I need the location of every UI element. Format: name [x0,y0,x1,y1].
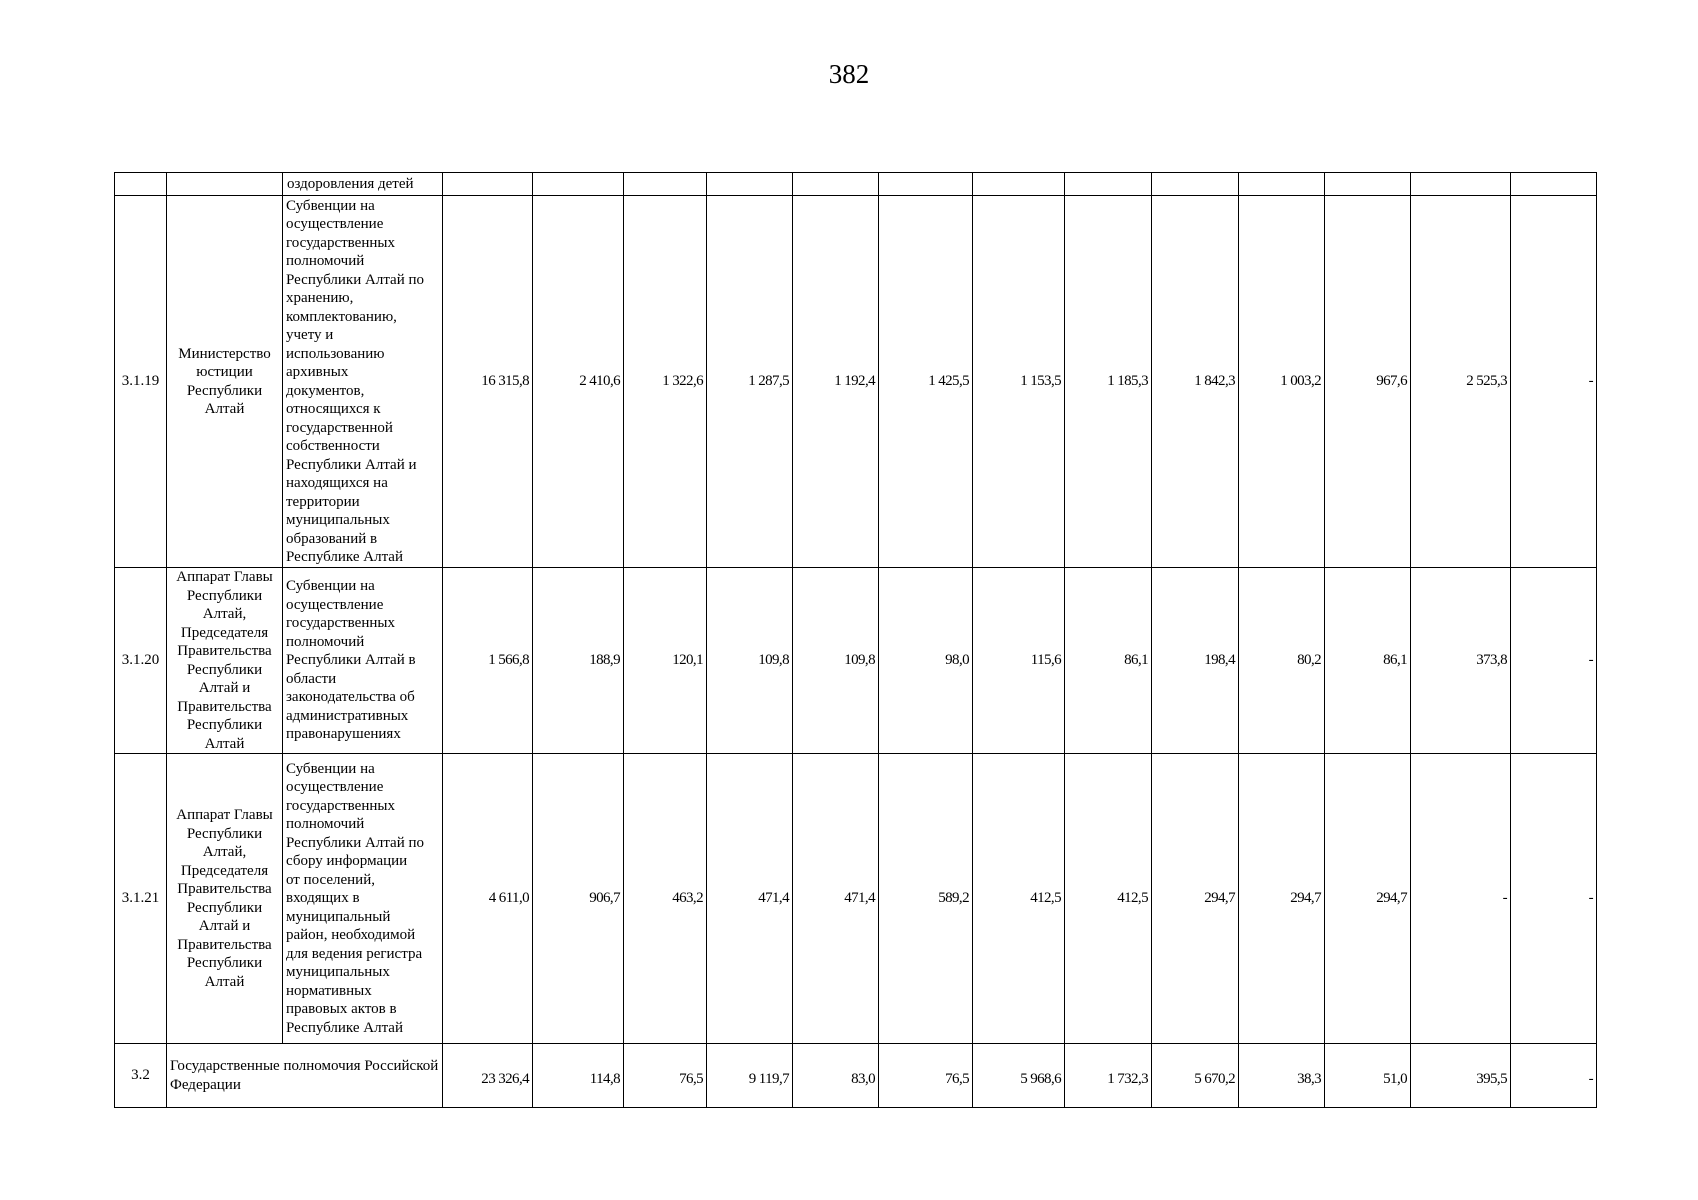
amount-cell [1239,173,1325,196]
organization-cell [167,173,283,196]
row-code-cell: 3.1.19 [115,196,167,568]
amount-cell [443,173,533,196]
amount-cell: 294,7 [1325,754,1411,1044]
amount-cell: 23 326,4 [443,1044,533,1108]
amount-cell: 188,9 [533,568,624,754]
amount-cell: 1 425,5 [879,196,973,568]
organization-cell: Аппарат Главы Республики Алтай, Председателя Правительства Республики Алтай и Правительства Республики Алтай [167,568,283,754]
amount-cell: 115,6 [973,568,1065,754]
amount-cell [1152,173,1239,196]
amount-cell: 373,8 [1411,568,1511,754]
amount-cell: 86,1 [1325,568,1411,754]
row-code-cell: 3.2 [115,1044,167,1108]
table-row [115,568,1597,754]
amount-cell: 86,1 [1065,568,1152,754]
page-number: 382 [828,59,870,89]
row-code-cell: 3.1.20 [115,568,167,754]
row-name-cell: Государственные полномочия Российской Федерации [167,1044,443,1108]
amount-cell: 471,4 [793,754,879,1044]
amount-cell [1511,173,1597,196]
amount-cell: 109,8 [793,568,879,754]
table-row [115,173,1597,196]
amount-cell: 38,3 [1239,1044,1325,1108]
amount-cell [624,173,707,196]
amount-cell: - [1511,196,1597,568]
amount-cell: 83,0 [793,1044,879,1108]
amount-cell: 589,2 [879,754,973,1044]
amount-cell: - [1511,754,1597,1044]
amount-cell [1325,173,1411,196]
amount-cell: 294,7 [1152,754,1239,1044]
amount-cell: 198,4 [1152,568,1239,754]
amount-cell: 9 119,7 [707,1044,793,1108]
amount-cell [533,173,624,196]
amount-cell: 120,1 [624,568,707,754]
amount-cell [973,173,1065,196]
amount-cell: 98,0 [879,568,973,754]
organization-cell: Аппарат Главы Республики Алтай, Председателя Правительства Республики Алтай и Правительства Республики Алтай [167,754,283,1044]
amount-cell: 463,2 [624,754,707,1044]
row-code-cell [115,173,167,196]
amount-cell: 5 968,6 [973,1044,1065,1108]
description-cell: оздоровления детей [283,173,443,196]
amount-cell: 412,5 [973,754,1065,1044]
amount-cell: 5 670,2 [1152,1044,1239,1108]
amount-cell: 80,2 [1239,568,1325,754]
amount-cell [879,173,973,196]
amount-cell: 4 611,0 [443,754,533,1044]
description-cell: Субвенции на осуществление государственных полномочий Республики Алтай по сбору информации от поселений, входящих в муниципальный район, необходимой для ведения регистра муниципальных нормативных правовых актов в Республике Алтай [283,754,443,1044]
budget-table [114,172,1597,1108]
amount-cell: 1 566,8 [443,568,533,754]
description-cell: Субвенции на осуществление государственных полномочий Республики Алтай по хранению, комплектованию, учету и использованию архивных документов, относящихся к государственной собственности Республики Алтай и находящихся на территории муниципальных образований в Республике Алтай [283,196,443,568]
amount-cell: 1 192,4 [793,196,879,568]
amount-cell: - [1511,1044,1597,1108]
amount-cell [793,173,879,196]
amount-cell: - [1511,568,1597,754]
amount-cell [707,173,793,196]
amount-cell: 114,8 [533,1044,624,1108]
amount-cell: 471,4 [707,754,793,1044]
organization-cell: Министерство юстиции Республики Алтай [167,196,283,568]
amount-cell: 51,0 [1325,1044,1411,1108]
amount-cell: 1 153,5 [973,196,1065,568]
amount-cell: 906,7 [533,754,624,1044]
amount-cell: 1 287,5 [707,196,793,568]
amount-cell: - [1411,754,1511,1044]
amount-cell: 16 315,8 [443,196,533,568]
amount-cell: 1 322,6 [624,196,707,568]
amount-cell: 76,5 [624,1044,707,1108]
table-body [115,173,1597,1108]
amount-cell: 967,6 [1325,196,1411,568]
amount-cell: 1 732,3 [1065,1044,1152,1108]
amount-cell: 109,8 [707,568,793,754]
amount-cell: 395,5 [1411,1044,1511,1108]
table-row [115,196,1597,568]
amount-cell [1411,173,1511,196]
amount-cell: 1 842,3 [1152,196,1239,568]
description-cell: Субвенции на осуществление государственных полномочий Республики Алтай в области законодательства об административных правонарушениях [283,568,443,754]
amount-cell: 412,5 [1065,754,1152,1044]
table-row [115,754,1597,1044]
amount-cell: 2 525,3 [1411,196,1511,568]
amount-cell [1065,173,1152,196]
amount-cell: 2 410,6 [533,196,624,568]
amount-cell: 1 003,2 [1239,196,1325,568]
amount-cell: 76,5 [879,1044,973,1108]
row-code-cell: 3.1.21 [115,754,167,1044]
amount-cell: 1 185,3 [1065,196,1152,568]
table-row [115,1044,1597,1108]
amount-cell: 294,7 [1239,754,1325,1044]
